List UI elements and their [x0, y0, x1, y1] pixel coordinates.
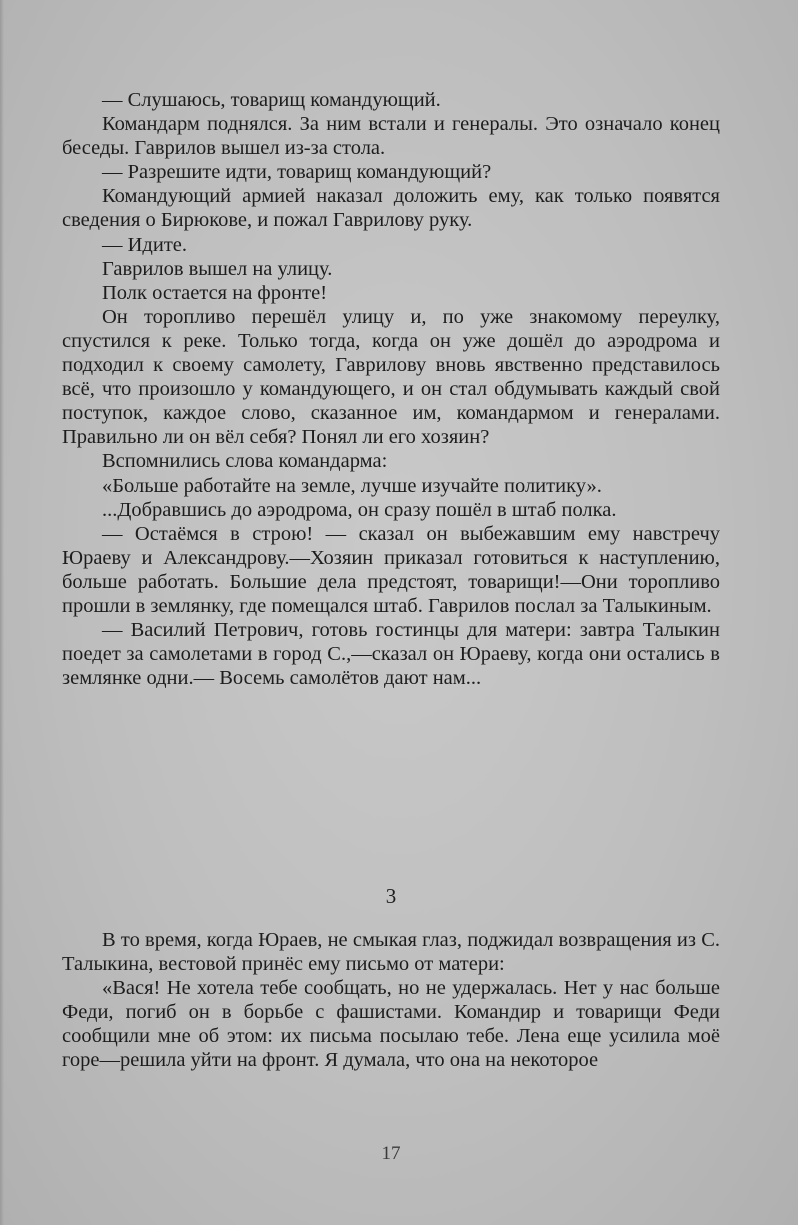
paragraph: Полк остается на фронте!: [102, 281, 328, 304]
paragraph: — Слушаюсь, товарищ командующий.: [102, 89, 441, 111]
paragraph: ...Добравшись до аэродрома, он сразу пошёл в штаб полка.: [102, 498, 617, 521]
paragraph: «Вася! Не хотела тебе сообщать, но не удержалась. Нет у нас больше Феди, погиб он в борьбе с фашистами. Командир и товарищи Феди сообщили мне об этом: их письма посылаю тебе. Лена еще усилила моё горе—решила уйти на фронт. Я думала, что она на некоторое: [62, 977, 720, 1072]
paragraph: В то время, когда Юраев, не смыкая глаз, поджидал возвращения из С. Талыкина, вестовой принёс ему письмо от матери:: [62, 929, 720, 976]
text-block-bottom: [62, 928, 720, 1073]
paragraph: — Идите.: [102, 233, 188, 256]
text-block-top: [62, 88, 720, 690]
paragraph: Командарм поднялся. За ним встали и генералы. Это означало конец беседы. Гаврилов вышел из-за стола.: [62, 113, 720, 160]
paragraph: — Остаёмся в строю! — сказал он выбежавшим ему навстречу Юраеву и Александрову.—Хозяин приказал готовиться к наступлению, больше работать. Большие дела предстоят, товарищи!—Они торопливо прошли в землянку, где помещался штаб. Гаврилов послал за Талыкиным.: [62, 522, 720, 617]
chapter-number: 3: [385, 884, 397, 908]
paragraph: — Разрешите идти, товарищ командующий?: [102, 161, 492, 184]
paragraph: Командующий армией наказал доложить ему, как только появятся сведения о Бирюкове, и пожал Гаврилову руку.: [62, 185, 720, 232]
paragraph: — Василий Петрович, готовь гостинцы для матери: завтра Талыкин поедет за самолетами в город С.,—сказал он Юраеву, когда они остались в землянке одни.— Восемь самолётов дают нам...: [62, 619, 720, 690]
paragraph: Гаврилов вышел на улицу.: [102, 257, 333, 280]
paragraph: «Больше работайте на земле, лучше изучайте политику».: [102, 474, 602, 497]
page-edge-shadow: [0, 0, 4, 1225]
page-number: 17: [381, 1143, 401, 1164]
paragraph: Он торопливо перешёл улицу и, по уже знакомому переулку, спустился к реке. Только тогда, когда он уже дошёл до аэродрома и подходил к своему самолету, Гаврилову вновь явственно представилось всё, что произошло у командующего, и он стал обдумывать каждый свой поступок, каждое слово, сказанное им, командармом и генералами. Правильно ли он вёл себя? Понял ли его хозяин?: [62, 305, 720, 449]
paragraph: Вспомнились слова командарма:: [102, 450, 388, 473]
